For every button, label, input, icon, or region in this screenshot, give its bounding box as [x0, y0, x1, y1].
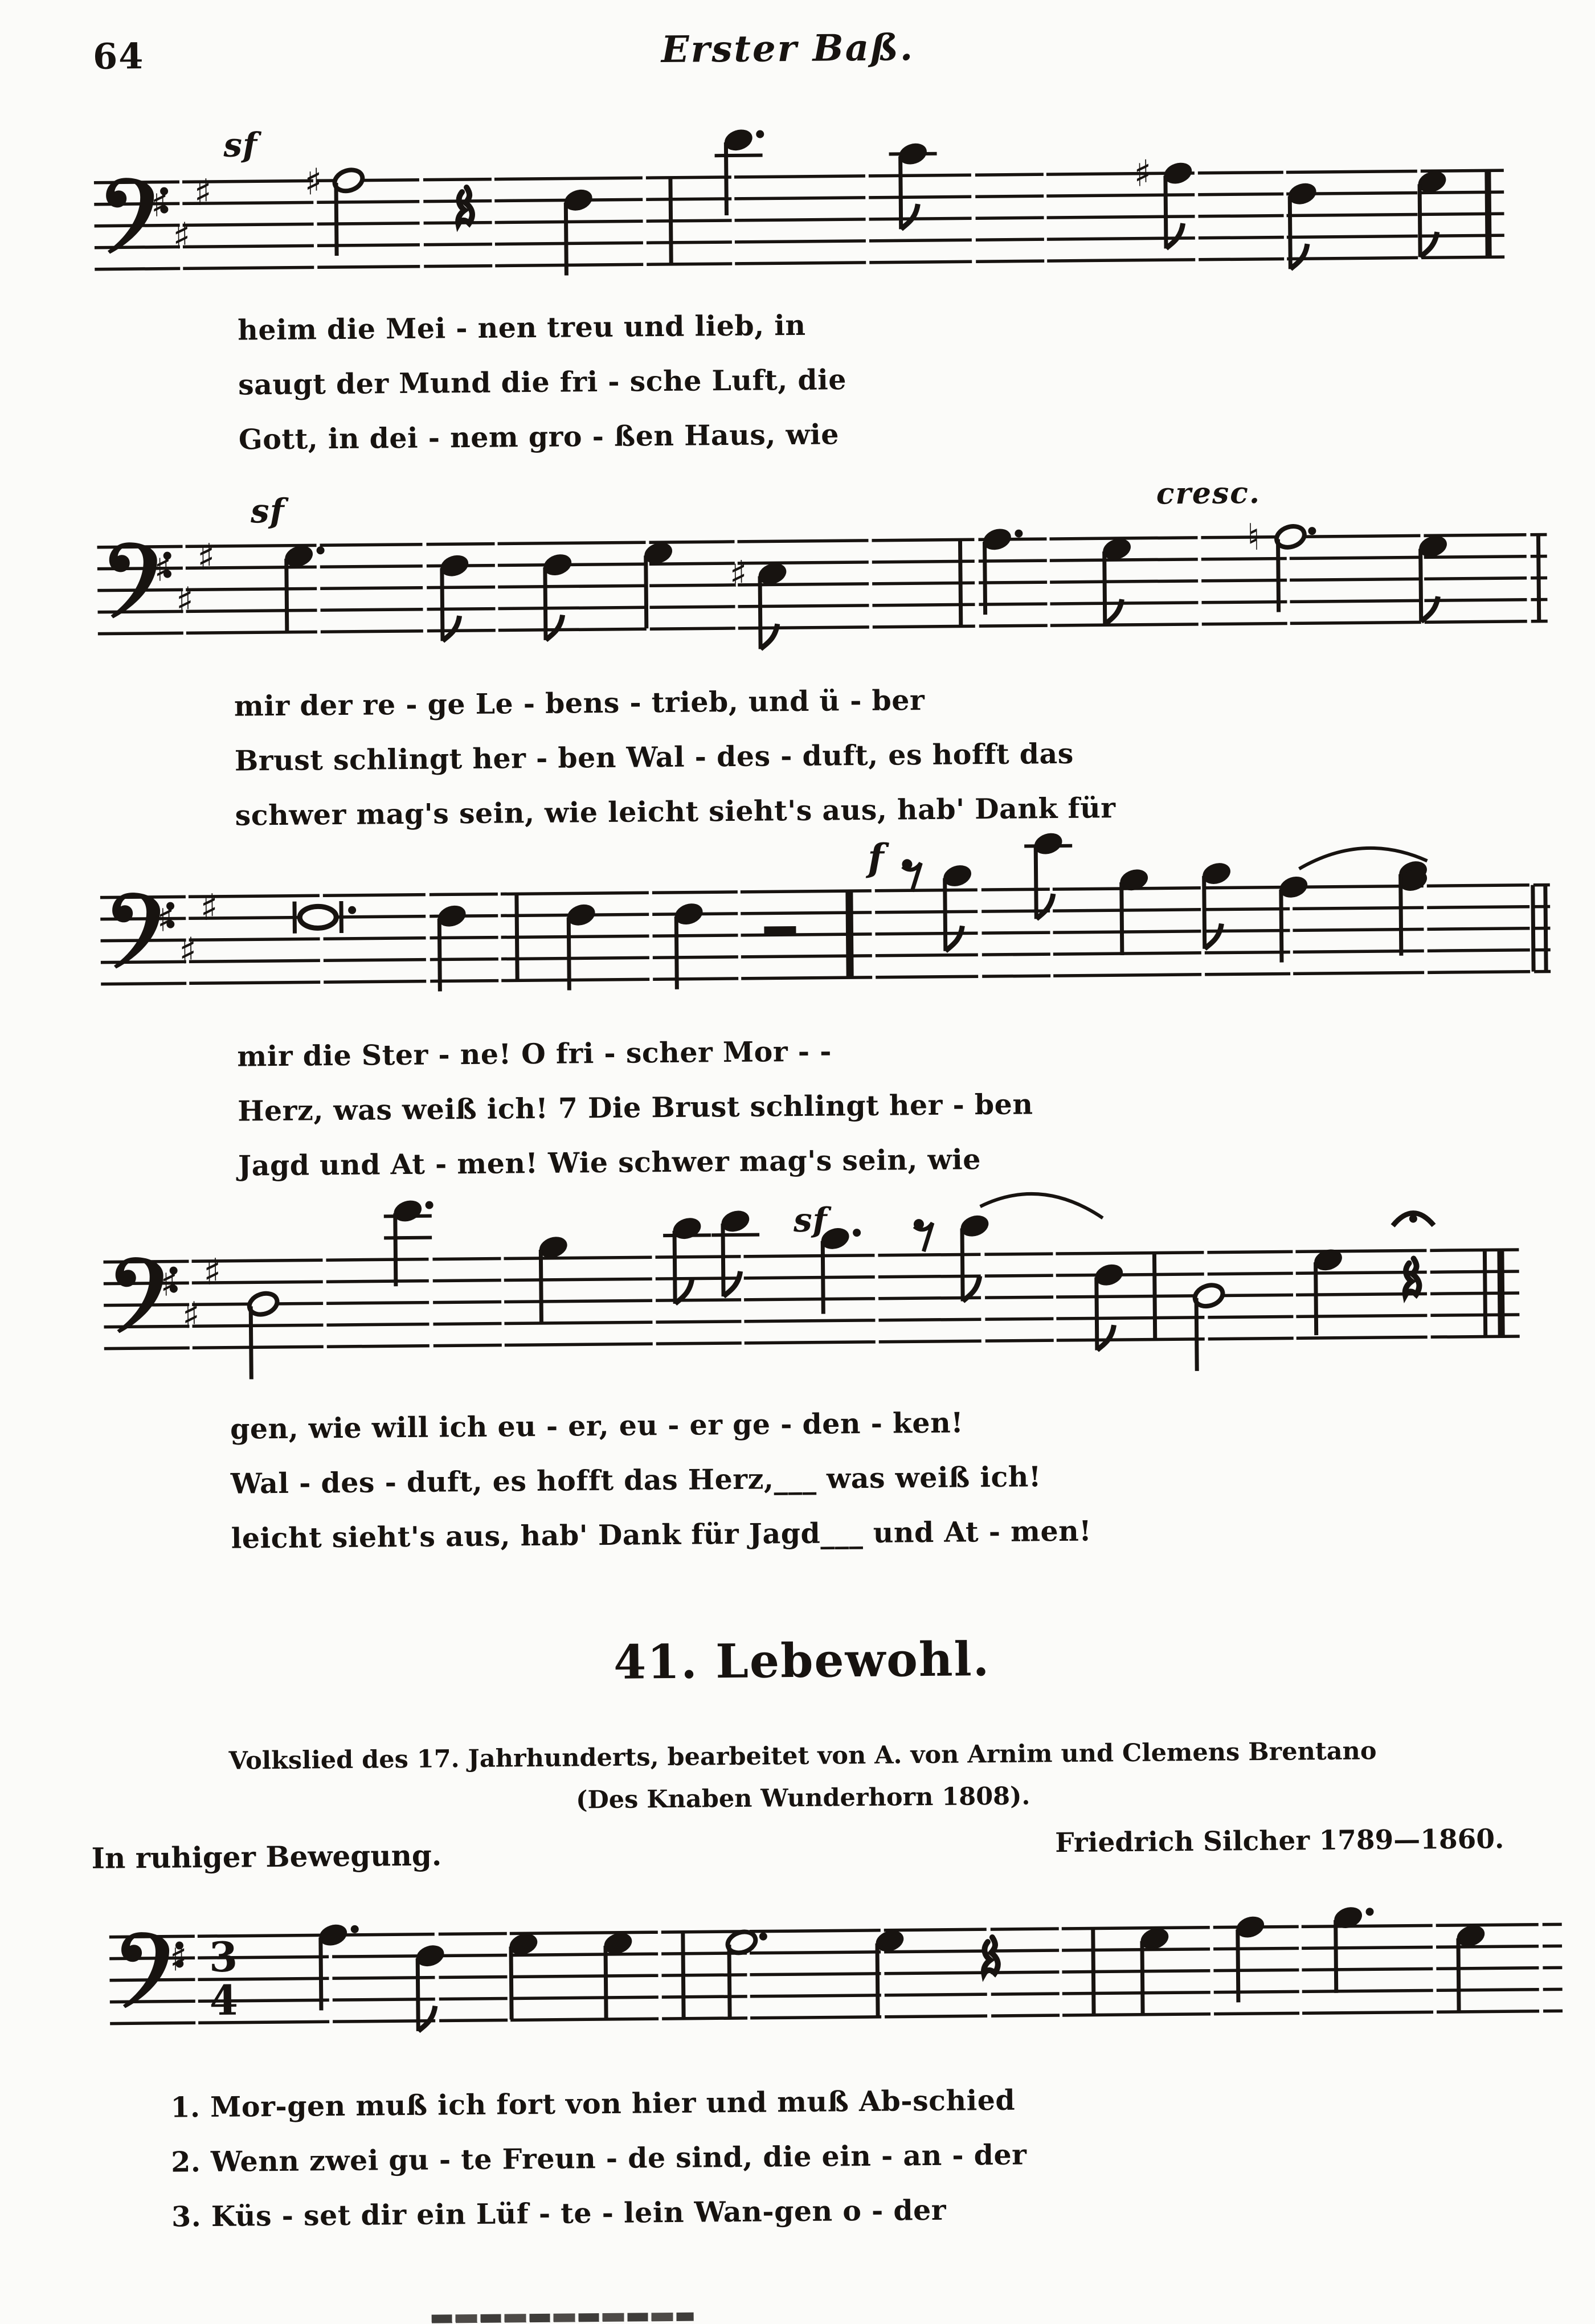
song-source-line2: (Des Knaben Wunderhorn 1808). — [575, 1782, 1030, 1815]
note — [940, 862, 975, 951]
note-dot — [1015, 530, 1023, 538]
note — [414, 1942, 448, 2031]
note-stem — [1458, 1938, 1459, 2011]
lyric-line: leicht sieht's aus, hab' Dank für Jagd___ und At - men! — [231, 1514, 1092, 1555]
eighth-rest — [902, 859, 921, 891]
barline — [1154, 1253, 1155, 1340]
lyrics-block-2 — [234, 668, 1457, 843]
lyric-line: Wal - des - duft, es hofft das Herz,___ was weiß ich! — [230, 1460, 1042, 1500]
note — [332, 166, 366, 256]
dynamic-sf-system2: sf — [250, 491, 285, 531]
note-dot — [317, 546, 325, 554]
note — [711, 1207, 760, 1296]
note-dot — [759, 1933, 767, 1941]
music-system-2 — [88, 472, 1554, 672]
natural-icon: ♮ — [1246, 516, 1261, 559]
note-stem — [511, 1946, 512, 2019]
note — [1454, 1922, 1488, 2011]
staff-line — [109, 1967, 1562, 1980]
lyric-line: gen, wie will ich eu - er, eu - er ge - den - ken! — [230, 1406, 964, 1446]
note-stem — [962, 1228, 963, 1301]
staff-lines — [103, 1250, 1519, 1349]
lyric-line: Herz, was weiß ich! 7 Die Brust schlingt her - ben — [237, 1087, 1033, 1128]
composer-credit: Friedrich Silcher 1789—1860. — [1055, 1823, 1504, 1859]
note — [1200, 860, 1234, 949]
staff-lines — [100, 885, 1551, 984]
note — [641, 539, 676, 628]
sharp-icon: ♯ — [154, 547, 172, 590]
note — [1092, 1261, 1126, 1351]
barline — [1538, 535, 1539, 621]
quarter-rest — [1405, 1258, 1419, 1295]
time-signature: 3 — [208, 1932, 238, 1982]
note-stem — [1204, 876, 1205, 949]
note — [1233, 1913, 1267, 2002]
sharp-icon: ♯ — [1134, 153, 1152, 195]
sharp-icon: ♯ — [160, 1262, 178, 1305]
note-stem — [1165, 175, 1166, 248]
note — [672, 900, 706, 989]
barline — [849, 891, 850, 977]
lyric-line: schwer mag's sein, wie leicht sieht's aus, hab' Dank für — [235, 791, 1116, 832]
note — [1192, 1282, 1226, 1371]
barline — [670, 178, 671, 264]
note-flag — [546, 615, 563, 640]
note-stem — [439, 918, 440, 991]
note — [714, 126, 764, 215]
note — [1024, 829, 1073, 919]
scan-artifact-cutoff-staff — [432, 2313, 694, 2323]
song-source-line1: Volkslied des 17. Jahrhunderts, bearbeitet von A. von Arnim und Clemens Brentano — [228, 1737, 1377, 1775]
staff-lines — [97, 534, 1548, 633]
staff-line — [110, 1989, 1563, 2002]
note-stem — [877, 1944, 878, 2016]
dynamic-sf-system4: sf — [793, 1200, 828, 1240]
barline — [1500, 1250, 1501, 1336]
music-system-5 — [100, 1861, 1572, 2063]
dynamic-cresc-system2: cresc. — [1156, 475, 1261, 512]
note — [602, 1929, 636, 2019]
note-flag — [1097, 1325, 1114, 1350]
staff-line — [97, 556, 1547, 568]
sharp-icon: ♯ — [203, 1251, 222, 1294]
note-stem — [729, 1945, 730, 2018]
note-flag — [1290, 244, 1307, 269]
note — [725, 1928, 768, 2018]
time-signature: 4 — [209, 1975, 239, 2025]
staff-line — [100, 885, 1550, 897]
verses-block — [170, 2068, 1513, 2244]
song-title: 41. Lebewohl. — [613, 1632, 991, 1690]
note-flag — [901, 204, 918, 229]
page-header: Erster Baß. — [661, 26, 915, 72]
sharp-icon: ♯ — [182, 1295, 201, 1337]
half-rest — [764, 926, 796, 935]
note — [1277, 873, 1311, 963]
quarter-rest — [984, 1937, 998, 1974]
note-stem — [1142, 1941, 1143, 2014]
verse-line-1: 1. Mor-gen muß ich fort von hier und muß Ab-schied — [170, 2083, 1016, 2124]
note-dot — [853, 1229, 861, 1237]
staff-line — [95, 235, 1504, 248]
note-stem — [545, 567, 546, 640]
note — [562, 186, 596, 276]
note — [958, 1212, 992, 1302]
page-number: 64 — [92, 35, 145, 77]
staff-line — [95, 214, 1504, 226]
barline — [1484, 1250, 1485, 1336]
tempo-marking: In ruhiger Bewegung. — [91, 1838, 442, 1875]
note — [1286, 180, 1320, 269]
note-dot — [351, 1925, 359, 1933]
fermata-icon — [1393, 1213, 1434, 1226]
note — [384, 1197, 434, 1286]
staff-line — [98, 621, 1548, 633]
note-flag — [1204, 923, 1221, 948]
lyrics-block-3 — [237, 1018, 1460, 1193]
note-flag — [1036, 894, 1053, 919]
staff-line — [97, 578, 1547, 590]
note-stem — [646, 555, 647, 628]
barline — [683, 1932, 684, 2019]
lyric-line: mir die Ster - ne! O fri - scher Mor - - — [237, 1034, 832, 1073]
sharp-icon: ♯ — [200, 886, 218, 930]
note — [1138, 1925, 1172, 2014]
sharp-icon: ♯ — [169, 1937, 187, 1980]
quarter-rest — [458, 187, 472, 224]
note — [756, 560, 790, 649]
note-flag — [443, 616, 460, 641]
staff-line — [109, 1946, 1562, 1958]
lyric-line: saugt der Mund die fri - sche Luft, die — [238, 363, 847, 402]
note — [435, 902, 469, 992]
lyric-line: Brust schlingt her - ben Wal - des - duft, es hofft das — [234, 737, 1074, 778]
note-stem — [1281, 890, 1282, 963]
sharp-icon: ♯ — [729, 553, 747, 596]
sharp-icon: ♯ — [150, 183, 169, 226]
sharp-icon: ♯ — [172, 215, 191, 258]
note-stem — [674, 1231, 675, 1304]
staff-line — [103, 1250, 1519, 1262]
barline — [1545, 885, 1546, 972]
note-stem — [676, 916, 677, 989]
note-dot — [756, 130, 764, 138]
staff-line — [104, 1293, 1519, 1306]
note-flag — [945, 926, 962, 951]
sharp-icon: ♯ — [197, 536, 215, 579]
sharp-icon: ♯ — [304, 161, 322, 204]
dynamic-sf-system1: sf — [223, 125, 258, 165]
staff-line — [101, 971, 1551, 984]
verse-line-2: 2. Wenn zwei gu - te Freun - de sind, die ein - an - der — [171, 2138, 1027, 2179]
lyric-line: Gott, in dei - nem gro - ßen Haus, wie — [238, 418, 840, 456]
ledger-line — [715, 155, 763, 156]
lyrics-block-4 — [230, 1391, 1450, 1566]
note-dot — [1365, 1908, 1373, 1916]
sharp-icon: ♯ — [157, 898, 175, 940]
lyrics-block-1 — [238, 292, 1443, 467]
note-flag — [723, 1271, 741, 1296]
note — [541, 551, 575, 640]
eighth-rest — [914, 1219, 933, 1251]
note — [247, 1290, 281, 1380]
lyric-line: Jagd und At - men! Wie schwer mag's sein, wie — [238, 1143, 981, 1183]
staff-line — [104, 1271, 1519, 1284]
staff-line — [110, 2011, 1563, 2023]
staff-line — [101, 950, 1551, 962]
note — [437, 552, 472, 641]
barline — [1093, 1929, 1094, 2015]
note-stem — [1196, 1298, 1197, 1371]
note-stem — [336, 183, 337, 256]
note — [537, 1233, 571, 1323]
music-system-3 — [91, 822, 1557, 1022]
note — [1311, 1246, 1345, 1335]
note — [873, 1927, 907, 2016]
note — [282, 542, 325, 632]
note-flag — [418, 2006, 435, 2031]
note-dot — [426, 1201, 433, 1209]
note — [565, 901, 599, 991]
dynamic-f-system3: f — [868, 835, 885, 880]
note-stem — [395, 1213, 396, 1286]
note — [1100, 535, 1134, 624]
sharp-icon: ♯ — [194, 171, 212, 215]
note-flag — [1166, 223, 1183, 248]
staff-line — [104, 1315, 1519, 1327]
sharp-icon: ♯ — [178, 930, 197, 973]
note — [1161, 159, 1195, 248]
note-stem — [442, 568, 443, 641]
note — [507, 1930, 541, 2020]
slur — [980, 1193, 1103, 1219]
staff-line — [97, 534, 1547, 547]
sharp-icon: ♯ — [175, 580, 194, 623]
note — [1416, 533, 1450, 622]
note — [1416, 168, 1450, 257]
note-dot — [1308, 527, 1316, 535]
lyric-line: mir der re - ge Le - bens - trieb, und ü - ber — [234, 684, 925, 723]
note — [889, 140, 937, 229]
note-stem — [945, 878, 946, 951]
lyric-line: heim die Mei - nen treu und lieb, in — [237, 308, 806, 347]
note — [663, 1214, 711, 1304]
verse-line-3: 3. Küs - set dir ein Lüf - te - lein Wan-gen o - der — [171, 2193, 947, 2233]
music-system-1 — [85, 107, 1551, 308]
staff-line — [104, 1336, 1520, 1349]
staff-line — [98, 599, 1548, 612]
